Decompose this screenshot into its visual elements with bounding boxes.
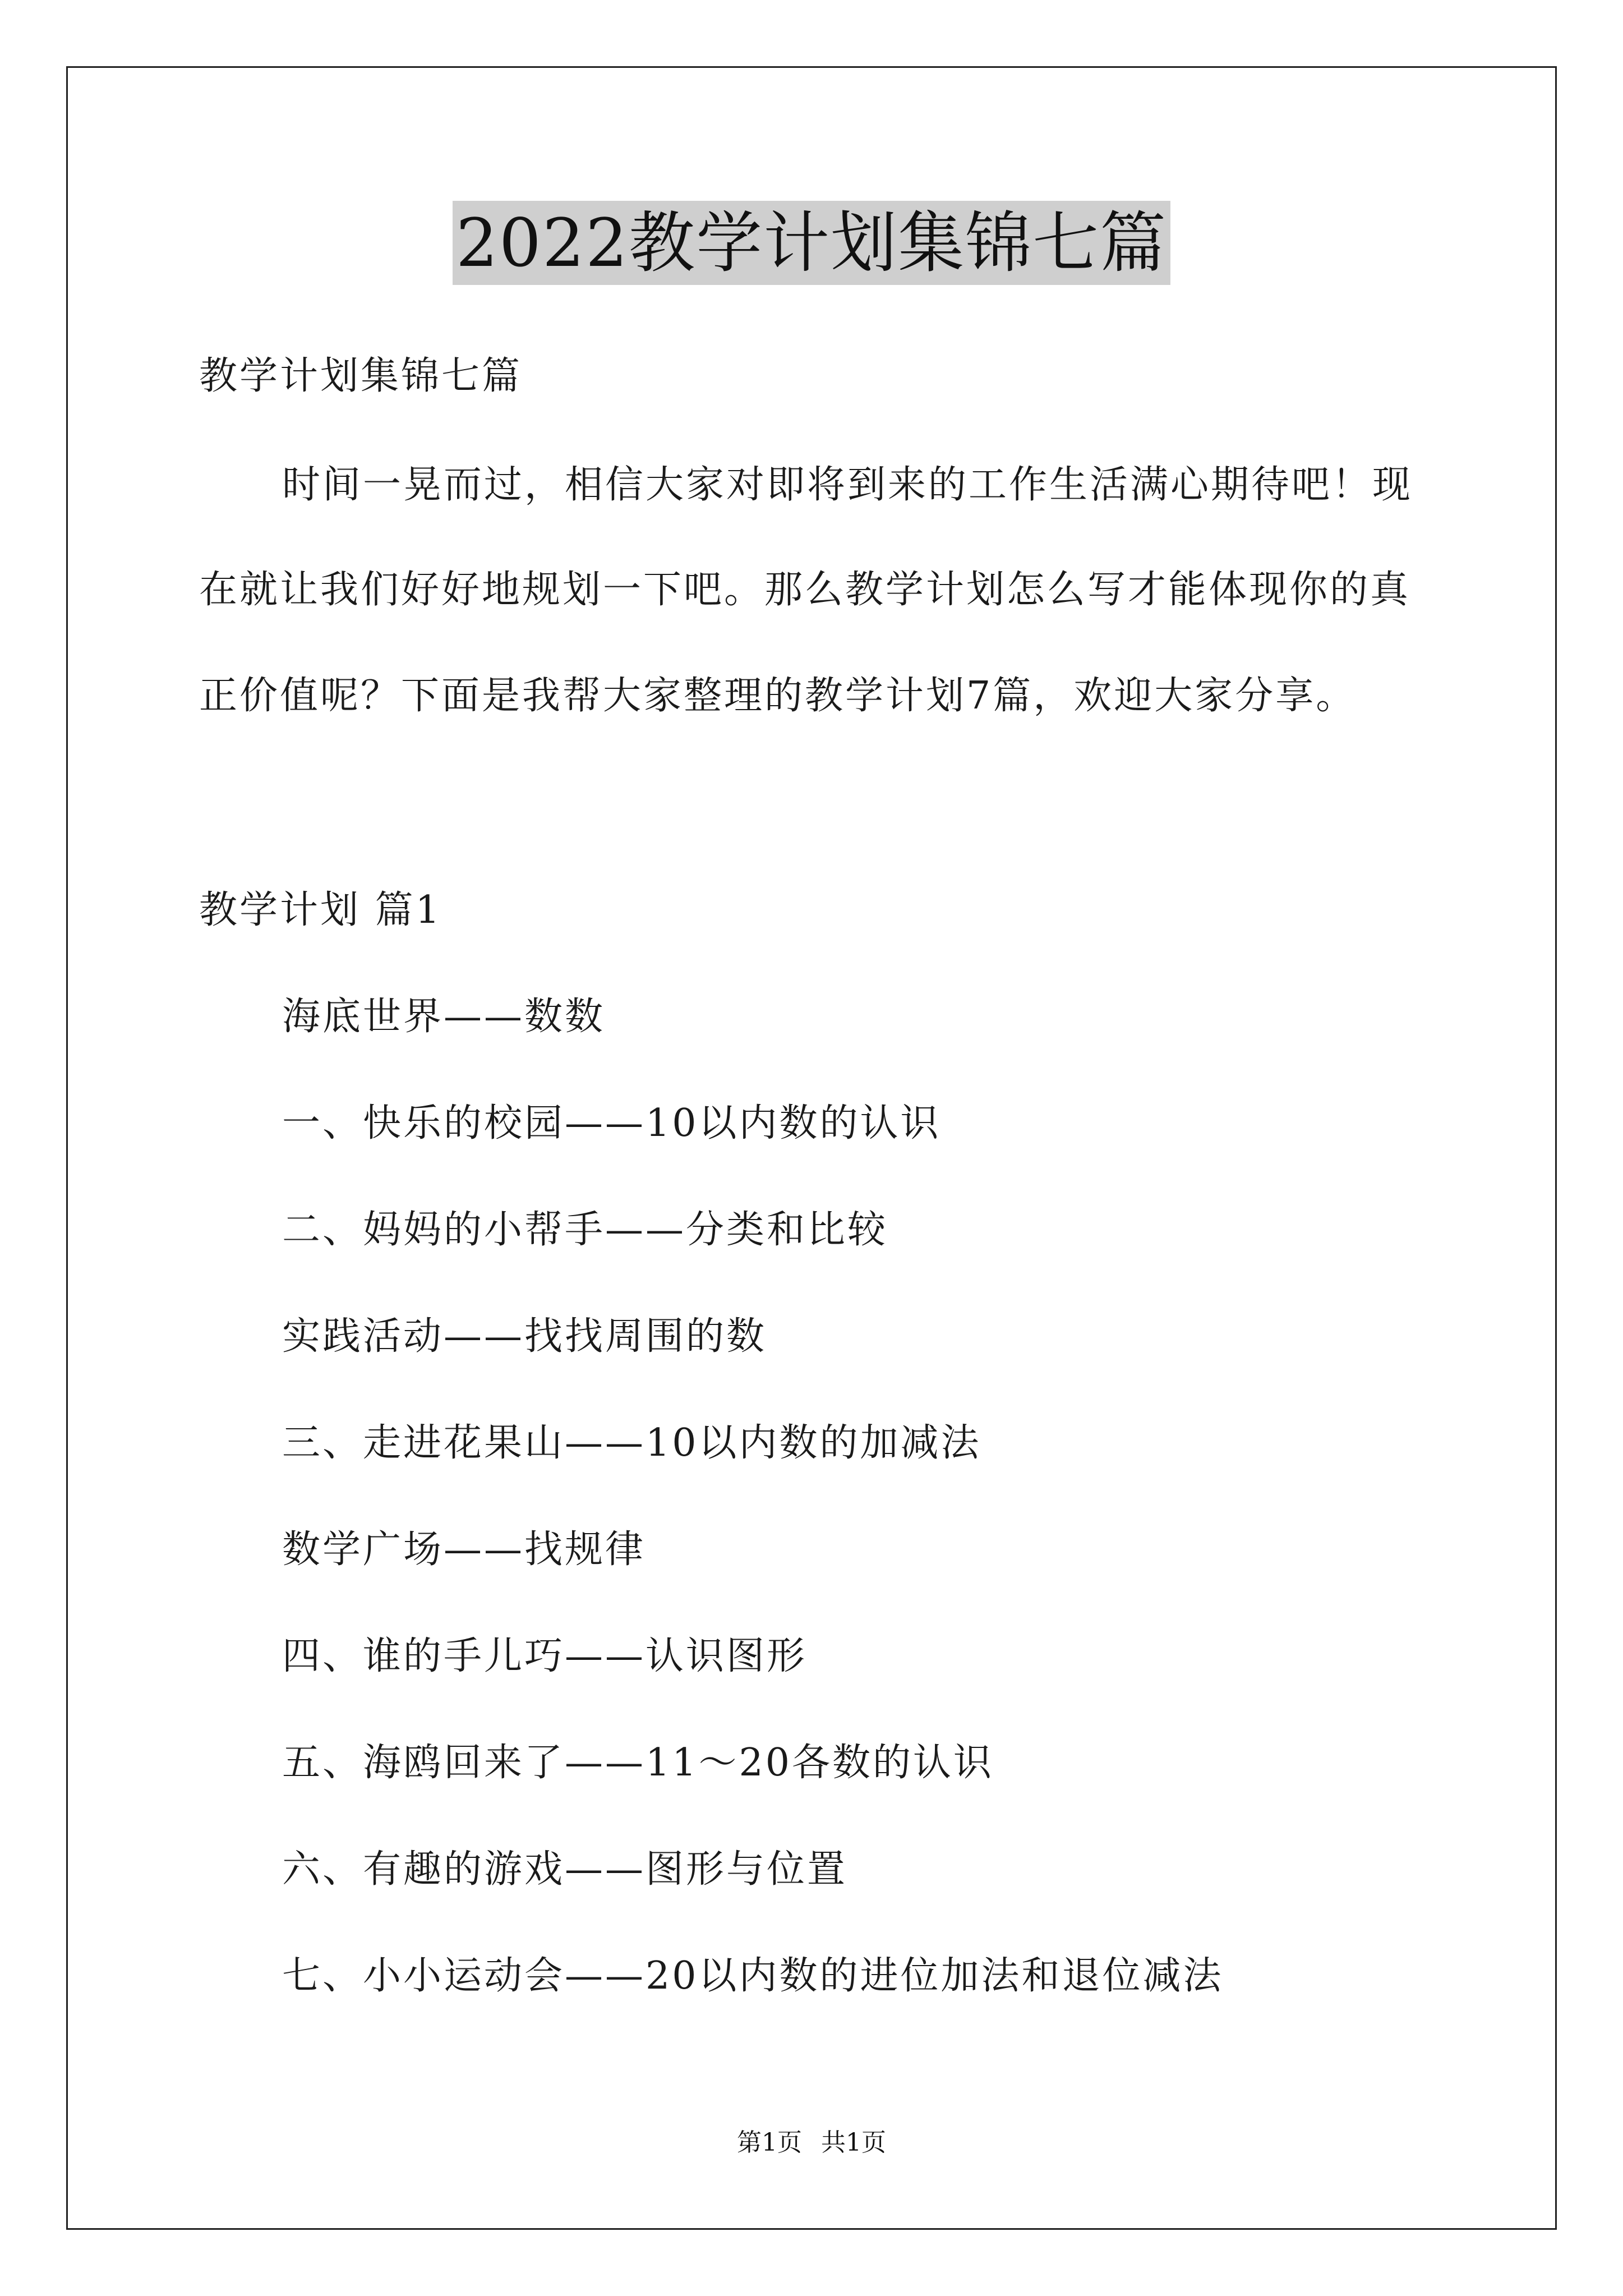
list-item: 一、快乐的校园——10以内数的认识 [282,1101,941,1145]
section-heading: 教学计划 篇1 [199,888,442,932]
list-item: 三、走进花果山——10以内数的加减法 [282,1421,981,1465]
list-item: 六、有趣的游戏——图形与位置 [282,1847,848,1892]
list-item: 实践活动——找找周围的数 [282,1314,767,1359]
document-subtitle: 教学计划集锦七篇 [199,354,523,398]
page-number: 第1页 [737,2128,802,2157]
list-item: 四、谁的手儿巧——认识图形 [282,1634,808,1678]
list-item: 二、妈妈的小帮手——分类和比较 [282,1208,888,1252]
page-footer [0,2126,1623,2160]
document-title: 2022教学计划集锦七篇 [453,201,1170,285]
title-container [0,201,1623,285]
list-item: 海底世界——数数 [282,995,606,1039]
list-item: 七、小小运动会——20以内数的进位加法和退位减法 [282,1954,1224,1998]
intro-line-1: 时间一晃而过，相信大家对即将到来的工作生活满心期待吧！现 [282,463,1413,507]
intro-line-2: 在就让我们好好地规划一下吧。那么教学计划怎么写才能体现你的真 [199,568,1411,612]
intro-line-3: 正价值呢？下面是我帮大家整理的教学计划7篇，欢迎大家分享。 [199,674,1357,718]
list-item: 数学广场——找规律 [282,1527,646,1572]
page-total: 共1页 [821,2128,886,2157]
list-item: 五、海鸥回来了——11～20各数的认识 [282,1741,994,1785]
